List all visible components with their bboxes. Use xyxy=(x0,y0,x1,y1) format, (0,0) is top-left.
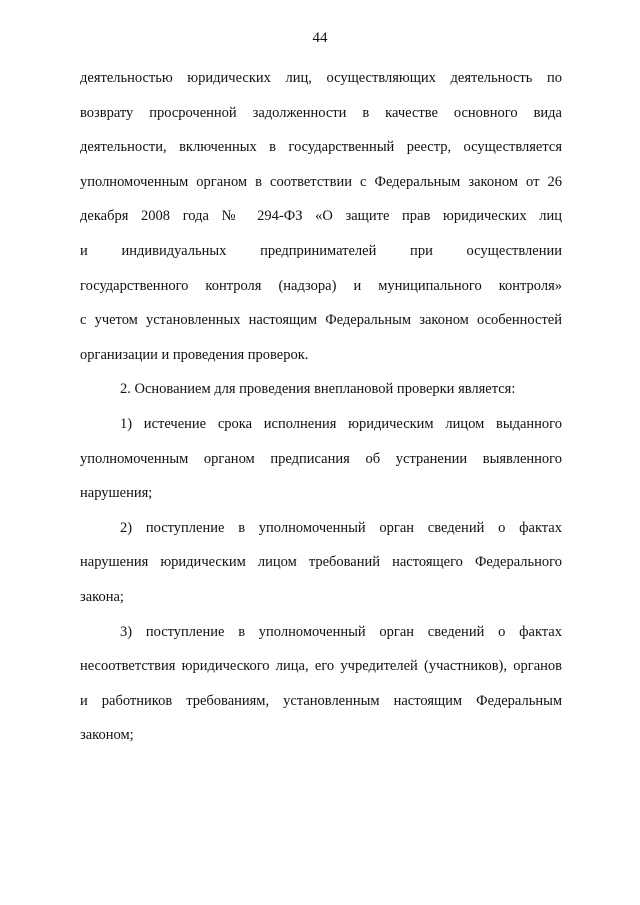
text-line: государственного контроля (надзора) и муниципального контроля» xyxy=(80,277,562,294)
text-line: и индивидуальных предпринимателей при осуществлении xyxy=(80,242,562,259)
text-line: организации и проведения проверок. xyxy=(80,346,309,363)
text-line: возврату просроченной задолженности в качестве основного вида xyxy=(80,104,562,121)
text-line: нарушения юридическим лицом требований настоящего Федерального xyxy=(80,554,562,571)
text-line: несоответствия юридического лица, его учредителей (участников), органов xyxy=(80,658,562,675)
document-body xyxy=(80,70,562,762)
text-line: закона; xyxy=(80,588,124,605)
text-line: и работников требованиям, установленным настоящим Федеральным xyxy=(80,692,562,709)
text-line: законом; xyxy=(80,727,134,744)
list-item-1 xyxy=(80,416,562,520)
text-line: уполномоченным органом предписания об устранении выявленного xyxy=(80,450,562,467)
text-line: нарушения; xyxy=(80,485,153,502)
list-item-2 xyxy=(80,520,562,624)
paragraph-continuation xyxy=(80,70,562,381)
text-line: деятельности, включенных в государственный реестр, осуществляется xyxy=(80,139,562,156)
list-item-3 xyxy=(80,624,562,762)
text-line: 3) поступление в уполномоченный орган сведений о фактах xyxy=(120,623,562,640)
text-line: с учетом установленных настоящим Федеральным законом особенностей xyxy=(80,312,562,329)
text-line: декабря 2008 года № 294-ФЗ «О защите прав юридических лиц xyxy=(80,208,562,225)
text-line: 2) поступление в уполномоченный орган сведений о фактах xyxy=(120,519,562,536)
text-line: 1) истечение срока исполнения юридическим лицом выданного xyxy=(120,415,562,432)
page-number: 44 xyxy=(312,30,328,46)
paragraph-section-2 xyxy=(80,381,562,416)
text-line: 2. Основанием для проведения внеплановой проверки является: xyxy=(120,381,516,398)
text-line: деятельностью юридических лиц, осуществляющих деятельность по xyxy=(80,70,562,86)
text-line: уполномоченным органом в соответствии с Федеральным законом от 26 xyxy=(80,173,562,190)
